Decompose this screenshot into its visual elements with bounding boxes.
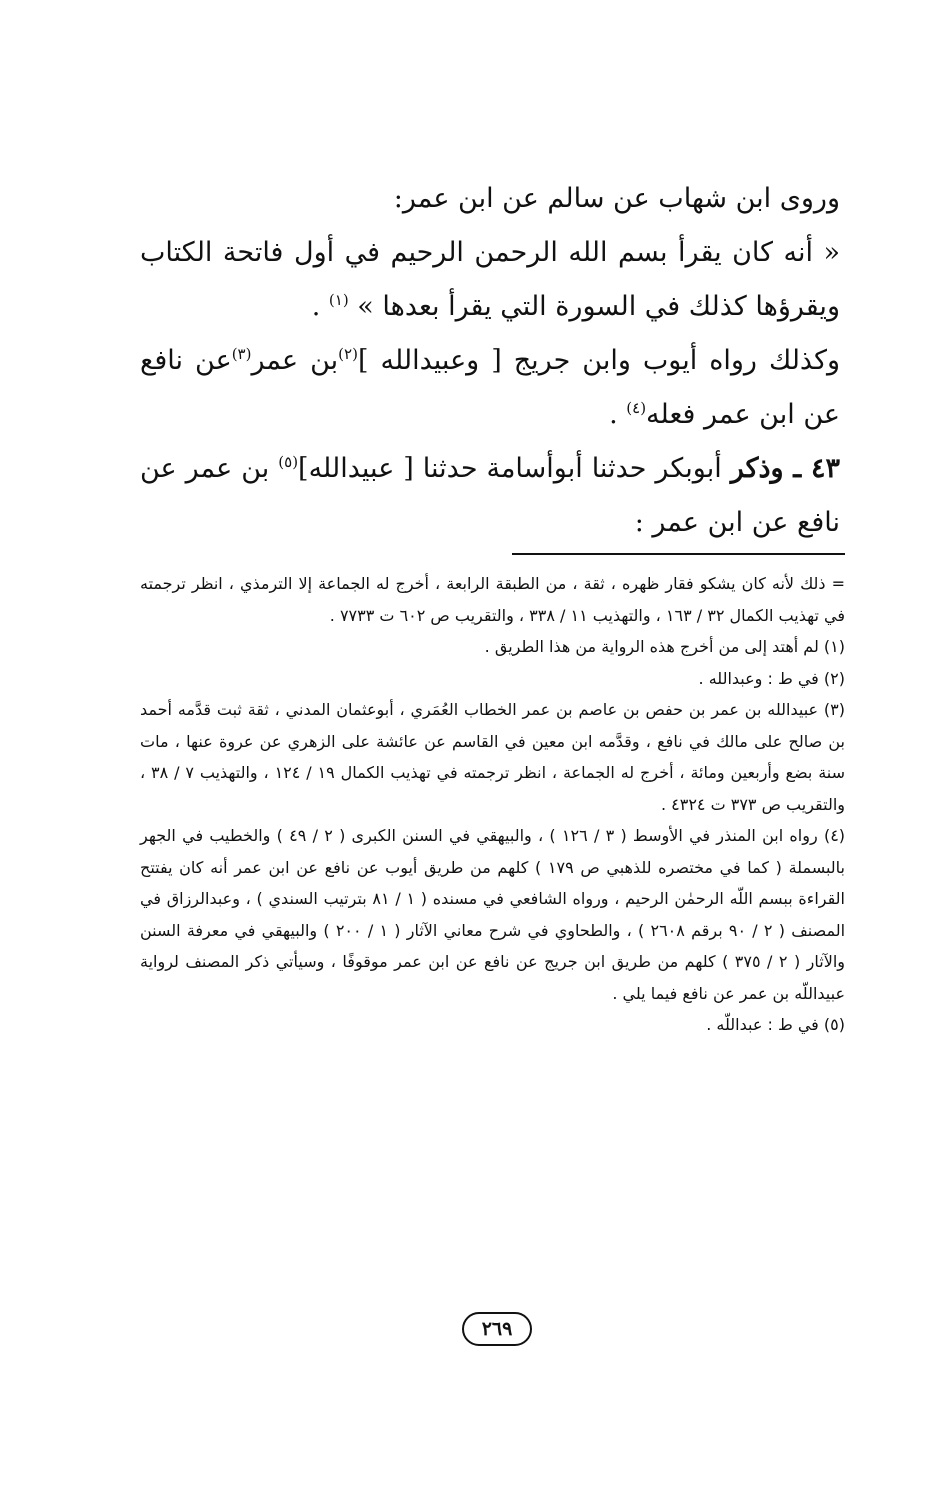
page-number: ٢٦٩ bbox=[462, 1312, 532, 1346]
footnote-ref-4: (٤) bbox=[626, 399, 647, 417]
hadith-number: ٤٣ ـ وذكر bbox=[730, 453, 840, 484]
footnote-ref-2: (٢) bbox=[338, 345, 358, 363]
footnote-ref-5: (٥) bbox=[278, 453, 299, 471]
footnotes bbox=[140, 568, 845, 1041]
punctuation: . bbox=[311, 291, 329, 322]
text-segment: وكذلك رواه أيوب وابن جريج [ وعبيدالله ] bbox=[357, 345, 841, 376]
punctuation: . bbox=[609, 399, 627, 430]
paragraph-2 bbox=[140, 226, 840, 334]
text-segment: بن عمر عن نافع عن ابن عمر : bbox=[140, 453, 840, 538]
footnote-ref-3: (٣) bbox=[231, 345, 252, 363]
main-text bbox=[140, 172, 840, 550]
text-segment: بن عمر bbox=[251, 345, 339, 376]
footnote-4: (٤) رواه ابن المنذر في الأوسط ( ٣ / ١٢٦ ) ، والبيهقي في السنن الكبرى ( ٢ / ٤٩ ) والخطيب في الجهر بالبسملة ( كما في مختصره للذهبي ص ١٧٩ ) كلهم من طريق أيوب عن نافع عن ابن عمر أنه كان يفتتح القراءة ببسم اللّه الرحمٰن الرحيم ، ورواه الشافعي في مسنده ( ١ / ٨١ بترتيب السندي ) ، وعبدالرزاق في المصنف ( ٢ / ٩٠ برقم ٢٦٠٨ ) ، والطحاوي في شرح معاني الآثار ( ١ / ٢٠٠ ) والبيهقي في معرفة السنن والآثار ( ٢ / ٣٧٥ ) كلهم من طريق ابن جريج عن نافع عن ابن عمر موقوفًا ، وسيأتي ذكر المصنف لرواية عبيداللّه بن عمر عن نافع فيما يلي . bbox=[140, 826, 846, 1003]
footnote-5: (٥) في ط : عبداللّه . bbox=[706, 1015, 845, 1034]
footnote-1: (١) لم أهتد إلى من أخرج هذه الرواية من هذا الطريق . bbox=[484, 637, 845, 656]
footnote-3: (٣) عبيدالله بن عمر بن حفص بن عاصم بن عمر الخطاب العُمَري ، أبوعثمان المدني ، ثقة ثبت قدَّمه أحمد بن صالح على مالك في نافع ، وقدَّمه ابن معين في القاسم عن عائشة على الزهري عن عروة عنها ، مات سنة بضع وأربعين ومائة ، أخرج له الجماعة ، انظر ترجمته في تهذيب الكمال ١٩ / ١٢٤ ، والتهذيب ٧ / ٣٨ ، والتقريب ص ٣٧٣ ت ٤٣٢٤ . bbox=[140, 700, 846, 814]
footnote-separator bbox=[512, 553, 845, 555]
footnote-continued: = ذلك لأنه كان يشكو فقار ظهره ، ثقة ، من الطبقة الرابعة ، أخرج له الجماعة إلا الترمذي ، انظر ترجمته في تهذيب الكمال ٣٢ / ١٦٣ ، والتهذيب ١١ / ٣٣٨ ، والتقريب ص ٦٠٢ ت ٧٧٣٣ . bbox=[140, 574, 845, 625]
text-segment: عن نافع عن ابن عمر فعله bbox=[140, 345, 840, 430]
footnote-ref-1: (١) bbox=[328, 291, 349, 309]
paragraph-4 bbox=[140, 442, 840, 550]
paragraph-3 bbox=[140, 334, 840, 442]
text-segment: أبوبكر حدثنا أبوأسامة حدثنا [ عبيدالله] bbox=[298, 453, 731, 484]
paragraph-1: وروى ابن شهاب عن سالم عن ابن عمر: bbox=[393, 183, 840, 214]
quote-text: « أنه كان يقرأ بسم الله الرحمن الرحيم في أول فاتحة الكتاب ويقرؤها كذلك في السورة التي يقرأ بعدها » bbox=[140, 237, 840, 322]
footnote-2: (٢) في ط : وعبدالله . bbox=[698, 668, 845, 688]
